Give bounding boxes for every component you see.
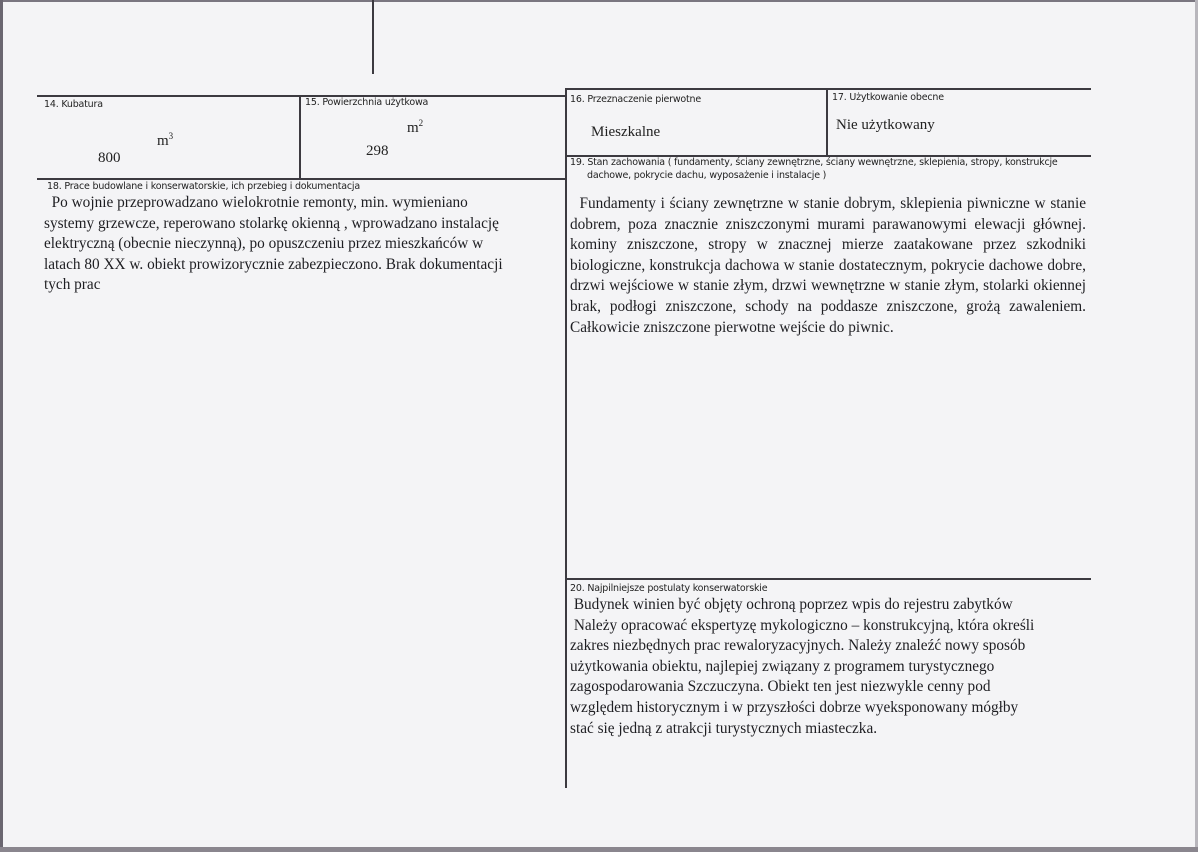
- field-19-label-line2: dachowe, pokrycie dachu, wyposażenie i instalacje ): [587, 170, 827, 181]
- text-line: zagospodarowania Szczuczyna. Obiekt ten jest niezwykle cenny pod: [570, 678, 991, 696]
- text-line: tych prac: [44, 276, 101, 294]
- unit-base: m: [407, 120, 419, 136]
- text-line: względem historycznym i w przyszłości dobrze wyeksponowany mógłby: [570, 698, 1019, 716]
- text-line: elektryczną (obecnie nieczynną), po opuszczeniu przez mieszkańców w: [44, 235, 484, 253]
- text-line: Należy opracować ekspertyzę mykologiczno – konstrukcyjną, która określi: [570, 616, 1035, 634]
- text-line: stać się jedną z atrakcji turystycznych miasteczka.: [570, 719, 878, 737]
- field-15-unit: [407, 120, 423, 137]
- field-16-value: Mieszkalne: [591, 124, 661, 140]
- unit-base: m: [157, 133, 169, 149]
- row1-top-border-right: [565, 88, 1091, 90]
- field-20-label: 20. Najpilniejsze postulaty konserwatorskie: [570, 583, 768, 594]
- field-20-text: [570, 595, 1090, 739]
- row1-top-border-left: [37, 95, 567, 97]
- text-line: zakres niezbędnych prac rewaloryzacyjnych. Należy znaleźć nowy sposób: [570, 637, 1026, 655]
- section-20-border: [565, 578, 1091, 580]
- unit-exponent: 3: [168, 131, 174, 141]
- page-edge-top: [0, 0, 1198, 2]
- page-edge-bottom: [0, 847, 1198, 852]
- top-divider-line: [372, 0, 374, 74]
- divider-14-15: [299, 95, 301, 180]
- field-14-unit: [157, 133, 173, 150]
- text-line: systemy grzewcze, reperowano stolarkę okienną , wprowadzano instalację: [44, 214, 499, 232]
- field-17-value: Nie użytkowany: [836, 117, 935, 133]
- text-line: użytkowania obiektu, najlepiej związany z programem turystycznego: [570, 657, 995, 675]
- field-15-value: 298: [366, 143, 389, 159]
- field-16-label: 16. Przeznaczenie pierwotne: [570, 94, 702, 105]
- field-14-label: 14. Kubatura: [44, 99, 103, 110]
- field-14-value: 800: [98, 150, 121, 166]
- field-17-label: 17. Użytkowanie obecne: [832, 92, 944, 103]
- field-18-text: [44, 193, 564, 296]
- field-18-label: 18. Prace budowlane i konserwatorskie, ich przebieg i dokumentacja: [47, 181, 360, 192]
- text-line: Budynek winien być objęty ochroną poprzez wpis do rejestru zabytków: [570, 596, 1013, 613]
- page-edge-left: [0, 0, 3, 852]
- row2-border-left: [37, 178, 567, 180]
- field-19-text: Fundamenty i ściany zewnętrzne w stanie dobrym, sklepienia piwniczne w stanie dobrem, poza znacznie zniszczonymi murami parawanowymi elewacji głównej. kominy zniszczone, stropy w znacznej mierze zaatakowane przez szkodniki biologiczne, konstrukcja dachowa w stanie dostatecznym, pokrycie dachowe dobre, drzwi wejściowe w stanie złym, drzwi wewnętrzne w stanie złym, stolarki okiennej brak, podłogi zniszczone, schody na poddasze zniszczone, grożą zawaleniem. Całkowicie zniszczone pierwotne wejście do piwnic.: [570, 195, 1086, 336]
- center-divider: [565, 88, 567, 788]
- field-19-label-line1: 19. Stan zachowania ( fundamenty, ściany zewnętrzne, ściany wewnętrzne, sklepienia, stropy, konstrukcje: [570, 157, 1058, 168]
- text-line: Po wojnie przeprowadzano wielokrotnie remonty, min. wymieniano: [44, 194, 468, 211]
- field-15-label: 15. Powierzchnia użytkowa: [305, 97, 429, 108]
- text-line: latach 80 XX w. obiekt prowizorycznie zabezpieczono. Brak dokumentacji: [44, 255, 503, 273]
- unit-exponent: 2: [418, 118, 424, 128]
- divider-16-17: [826, 88, 828, 156]
